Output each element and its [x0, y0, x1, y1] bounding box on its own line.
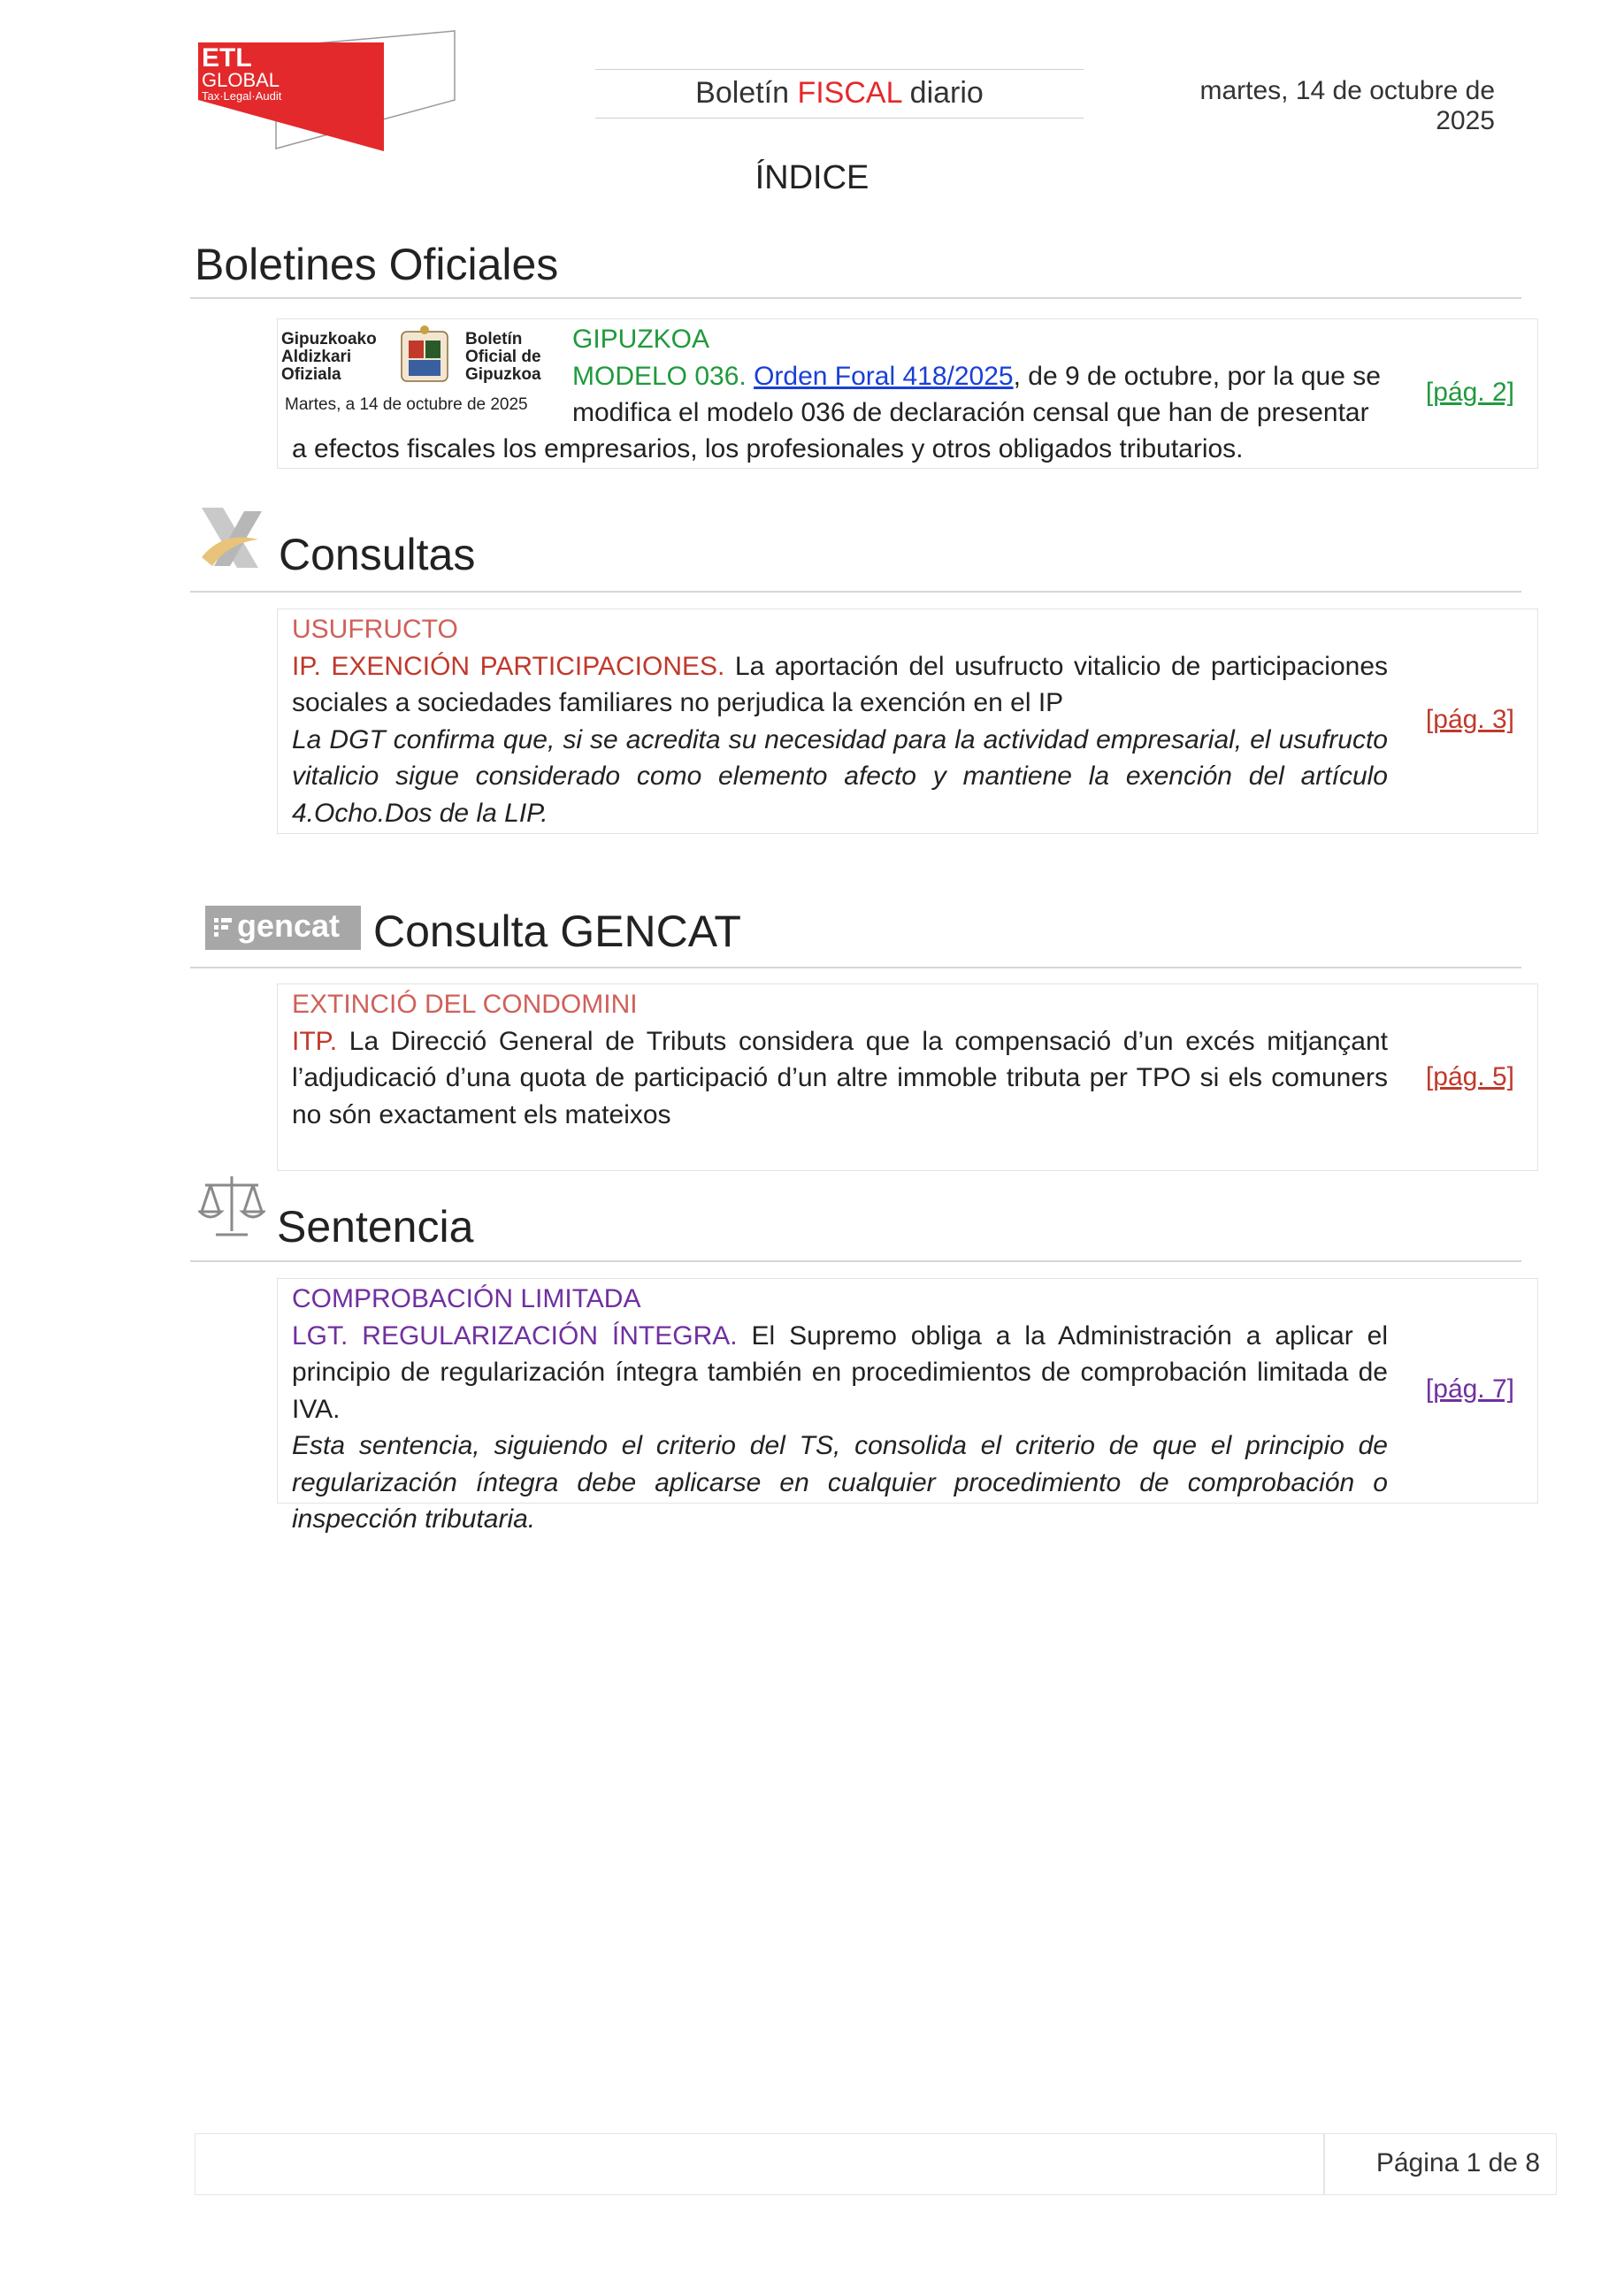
logo-tagline-text: Tax·Legal·Audit	[202, 89, 282, 103]
entry-boletines	[277, 318, 1538, 469]
section-title-gencat: Consulta GENCAT	[373, 907, 741, 956]
scales-of-justice-icon	[198, 1173, 265, 1238]
page-footer	[195, 2133, 1557, 2195]
entry-body: La aportación del usufructo vitalicio de participaciones sociales a sociedades familiares no perjudica la exención en el IP	[292, 651, 1389, 717]
entry-gencat	[277, 983, 1538, 1171]
entry-category: USUFRUCTO	[292, 615, 458, 644]
entry-category: COMPROBACIÓN LIMITADA	[292, 1284, 641, 1313]
section-divider-gencat	[190, 967, 1521, 968]
svg-text:Martes, a 14 de octubre de 202: Martes, a 14 de octubre de 2025	[285, 395, 528, 414]
entry-sentencia	[277, 1278, 1538, 1534]
entry-lead: MODELO 036.	[572, 361, 755, 391]
gencat-logo	[205, 906, 361, 950]
gencat-logo-text: gencat	[237, 907, 341, 944]
svg-text:Oficial de: Oficial de	[465, 348, 541, 366]
page-link-sentencia[interactable]: [pág. 7]	[1425, 1374, 1514, 1404]
entry-consultas	[277, 608, 1538, 834]
svg-text:Boletín: Boletín	[465, 330, 523, 348]
section-title-sentencia: Sentencia	[277, 1202, 474, 1251]
gipuzkoa-bulletin-logo	[280, 325, 554, 422]
page-link-gencat[interactable]: [pág. 5]	[1425, 1062, 1514, 1091]
index-title: ÍNDICE	[755, 159, 869, 196]
footer-divider	[1323, 2134, 1325, 2194]
svg-text:Gipuzkoako: Gipuzkoako	[281, 330, 377, 348]
section-divider-sentencia	[190, 1260, 1521, 1262]
aeat-consultas-icon	[196, 504, 267, 571]
entry-summary: Esta sentencia, siguiendo el criterio del TS, consolida el criterio de que el principio de regularización íntegra debe aplicarse en cualquier procedimiento de comprobación o inspección tributaria.	[292, 1431, 1388, 1534]
coat-of-arms-icon	[402, 325, 448, 381]
section-title-consultas: Consultas	[279, 530, 476, 579]
logo-global-text: GLOBAL	[202, 69, 280, 91]
entry-category: EXTINCIÓ DEL CONDOMINI	[292, 990, 638, 1019]
entry-body-part: , de 9 de octubre, por la que se	[1013, 361, 1381, 391]
etl-global-logo	[196, 29, 462, 153]
section-title-boletines: Boletines Oficiales	[195, 240, 559, 289]
entry-summary: La DGT confirma que, si se acredita su necesidad para la actividad empresarial, el usufructo vitalicio sigue considerado como elemento afecto y mantiene la exención del artículo 4.Ocho.Dos de la LIP.	[292, 724, 1388, 828]
title-fiscal: FISCAL	[797, 76, 902, 110]
section-divider-boletines	[190, 297, 1521, 299]
entry-text-sentencia	[292, 1281, 1388, 1538]
entry-text-consultas	[292, 611, 1388, 831]
header-date: martes, 14 de octubre de 2025	[1199, 76, 1495, 135]
entry-body-line: modifica el modelo 036 de declaración censal que han de presentar	[572, 398, 1369, 427]
entry-body: La Direcció General de Tributs considera que la compensació d’un excés mitjançant l’adjudicació d’una quota de participació d’un altre immoble tributa per TPO si els comuners no són exactament els mateixos	[292, 1026, 1388, 1129]
logo-etl-text: ETL	[202, 43, 252, 73]
gencat-mark-icon	[214, 918, 232, 938]
entry-lead: LGT. REGULARIZACIÓN ÍNTEGRA.	[292, 1320, 738, 1351]
entry-text-gencat	[292, 986, 1388, 1133]
page-number: Página 1 de 8	[1375, 2148, 1540, 2177]
orden-foral-link[interactable]: Orden Foral 418/2025	[754, 361, 1014, 391]
svg-text:Ofiziala: Ofiziala	[281, 365, 341, 384]
svg-text:Aldizkari: Aldizkari	[281, 348, 352, 366]
entry-category: GIPUZKOA	[572, 325, 710, 354]
newsletter-title	[595, 69, 1084, 119]
entry-text-boletines	[572, 321, 1388, 432]
entry-body-last-line: a efectos fiscales los empresarios, los profesionales y otros obligados tributarios.	[292, 434, 1244, 463]
entry-lead: IP. EXENCIÓN PARTICIPACIONES.	[292, 651, 725, 681]
page-link-boletines[interactable]: [pág. 2]	[1425, 378, 1514, 407]
title-prefix: Boletín	[695, 76, 798, 110]
section-divider-consultas	[190, 591, 1521, 593]
title-suffix: diario	[901, 76, 984, 110]
entry-lead: ITP.	[292, 1026, 338, 1056]
page-link-consultas[interactable]: [pág. 3]	[1425, 705, 1514, 734]
svg-text:Gipuzkoa: Gipuzkoa	[465, 365, 541, 384]
entry-body: El Supremo obliga a la Administración a aplicar el principio de regularización íntegra también en procedimientos de comprobación limitada de IVA.	[292, 1320, 1388, 1424]
